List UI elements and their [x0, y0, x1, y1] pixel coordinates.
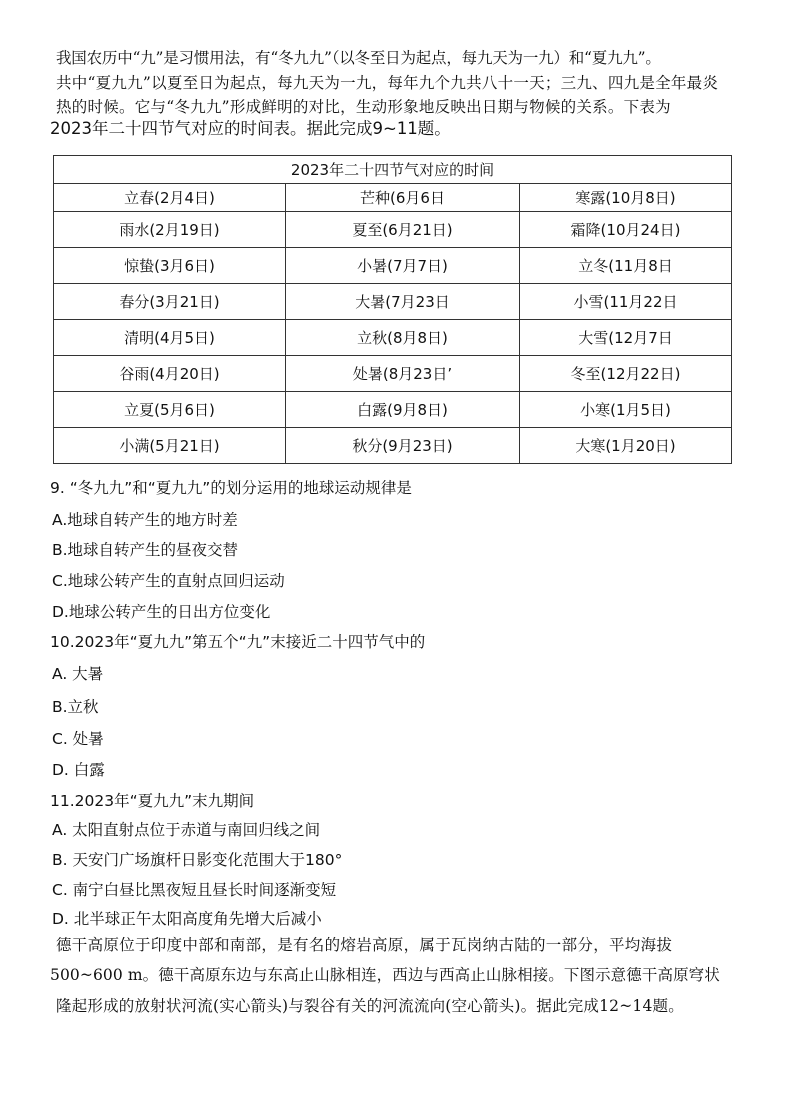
intro-line-2: 共中“夏九九”以夏至日为起点，每九天为一九，每年九个九共八十一天；三九、四九是全年最炎 — [56, 74, 719, 92]
intro-line-4: 2023年二十四节气对应的时间表。据此完成9~11题。 — [50, 119, 451, 138]
question-9-option-d: D.地球公转产生的日出方位变化 — [52, 603, 271, 621]
solar-terms-table — [53, 155, 732, 464]
table-cell: 大雪(12月7日 — [520, 320, 732, 356]
table-cell: 雨水(2月19日) — [54, 212, 286, 248]
question-11-option-a: A. 太阳直射点位于赤道与南回归线之间 — [52, 821, 321, 839]
table-cell: 霜降(10月24日) — [520, 212, 732, 248]
question-11-option-b: B. 天安门广场旗杆日影变化范围大于180° — [52, 851, 343, 869]
table-cell: 谷雨(4月20日) — [54, 356, 286, 392]
table-cell: 小雪(11月22日 — [520, 284, 732, 320]
question-9-option-a: A.地球自转产生的地方时差 — [52, 511, 238, 529]
table-row — [54, 184, 732, 212]
table-row — [54, 284, 732, 320]
table-cell: 夏至(6月21日) — [286, 212, 520, 248]
table-cell: 小寒(1月5日) — [520, 392, 732, 428]
question-11-option-c: C. 南宁白昼比黑夜短且昼长时间逐渐变短 — [52, 881, 337, 899]
table-title: 2023年二十四节气对应的时间 — [54, 156, 732, 184]
question-10-stem: 10.2023年“夏九九”第五个“九”末接近二十四节气中的 — [50, 633, 426, 651]
table-cell: 白露(9月8日) — [286, 392, 520, 428]
question-9-stem: 9. “冬九九”和“夏九九”的划分运用的地球运动规律是 — [50, 479, 412, 497]
intro-line-3: 热的时候。它与“冬九九”形成鲜明的对比，生动形象地反映出日期与物候的关系。下表为 — [56, 98, 671, 116]
table-cell: 小暑(7月7日) — [286, 248, 520, 284]
table-cell: 冬至(12月22日) — [520, 356, 732, 392]
table-cell: 立夏(5月6日) — [54, 392, 286, 428]
question-10-option-c: C. 处暑 — [52, 730, 104, 748]
outro-line-3: 隆起形成的放射状河流(实心箭头)与裂谷有关的河流流向(空心箭头)。据此完成12~14题。 — [56, 997, 684, 1015]
table-cell: 立秋(8月8日) — [286, 320, 520, 356]
table-cell: 大寒(1月20日) — [520, 428, 732, 464]
question-9-option-b: B.地球自转产生的昼夜交替 — [52, 541, 239, 559]
table-cell: 秋分(9月23日) — [286, 428, 520, 464]
question-11-option-d: D. 北半球正午太阳高度角先增大后减小 — [52, 910, 322, 928]
table-cell: 大暑(7月23日 — [286, 284, 520, 320]
table-cell: 小满(5月21日) — [54, 428, 286, 464]
table-row — [54, 428, 732, 464]
table-cell: 清明(4月5日) — [54, 320, 286, 356]
table-cell: 立春(2月4日) — [54, 184, 286, 212]
question-11-stem: 11.2023年“夏九九”末九期间 — [50, 792, 255, 810]
question-10-option-b: B.立秋 — [52, 698, 99, 716]
outro-line-1: 德干高原位于印度中部和南部，是有名的熔岩高原，属于瓦岗纳古陆的一部分，平均海拔 — [56, 936, 673, 954]
intro-line-1: 我国农历中“九”是习惯用法，有“冬九九”（以冬至日为起点，每九天为一九）和“夏九九”。 — [56, 49, 661, 67]
question-10-option-a: A. 大暑 — [52, 665, 104, 683]
table-cell: 立冬(11月8日 — [520, 248, 732, 284]
outro-line-2: 500~600 m。德干高原东边与东高止山脉相连，西边与西高止山脉相接。下图示意德干高原穹状 — [50, 966, 720, 984]
table-row — [54, 212, 732, 248]
table-cell: 寒露(10月8日) — [520, 184, 732, 212]
table-row — [54, 356, 732, 392]
question-10-option-d: D. 白露 — [52, 761, 105, 779]
table-cell: 惊蛰(3月6日) — [54, 248, 286, 284]
table-row — [54, 248, 732, 284]
table-cell: 春分(3月21日) — [54, 284, 286, 320]
table-row — [54, 320, 732, 356]
table-cell: 处暑(8月23日’ — [286, 356, 520, 392]
table-row — [54, 392, 732, 428]
table-cell: 芒种(6月6日 — [286, 184, 520, 212]
question-9-option-c: C.地球公转产生的直射点回归运动 — [52, 572, 285, 590]
